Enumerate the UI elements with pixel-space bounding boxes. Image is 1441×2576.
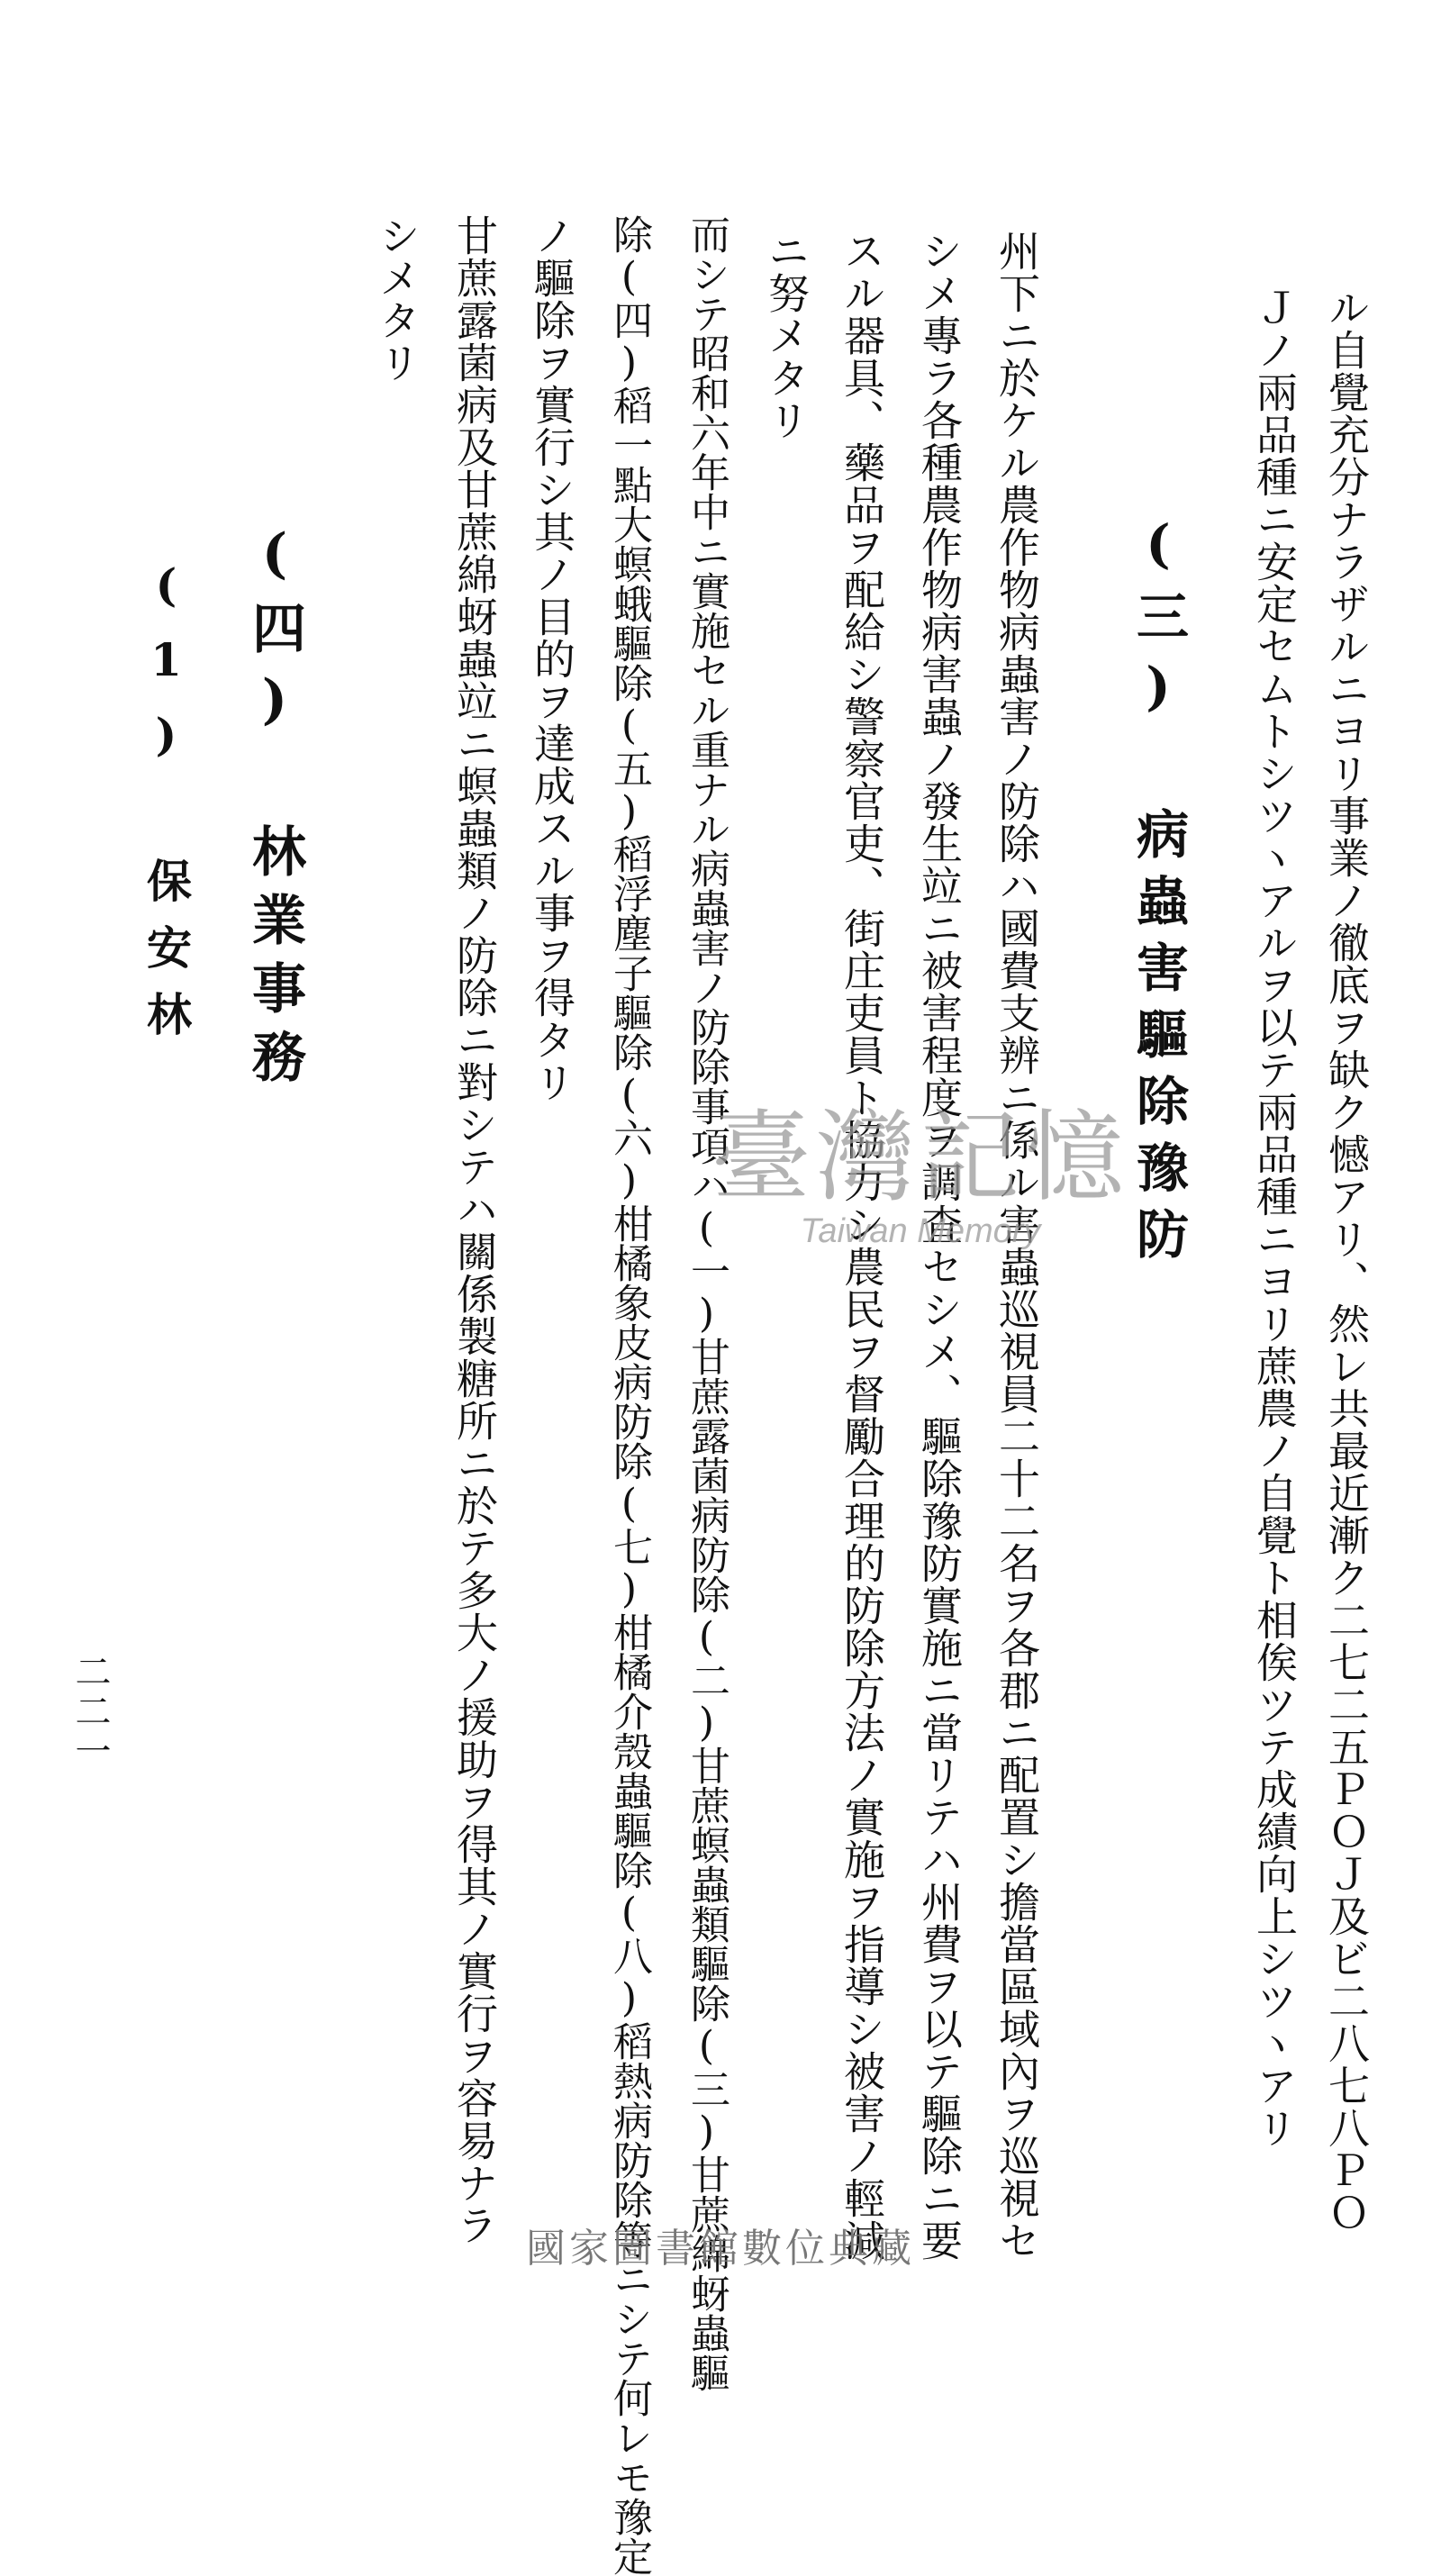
- footer-caption: 國家圖書館數位典藏: [526, 2226, 915, 2272]
- section-three-column-8: 甘蔗露菌病及甘蔗綿蚜蟲竝ニ螟蟲類ノ防除ニ對シテハ關係製糖所ニ於テ多大ノ援助ヲ得其ノ實行ヲ容易ナラ: [450, 214, 499, 2246]
- section-three-column-2: シメ專ラ各種農作物病害蟲ノ發生竝ニ被害程度ヲ調査セシメ、驅除豫防實施ニ當リテハ州費ヲ以テ驅除ニ要: [915, 230, 964, 2262]
- page-number: 二二一: [69, 1653, 111, 1772]
- section-three-column-5: 而シテ昭和六年中ニ實施セル重ナル病蟲害ノ防除事項ハ(一)甘蔗露菌病防除(二)甘蔗螟蟲類驅除(三)甘蔗綿蚜蟲驅: [684, 214, 730, 2392]
- watermark-chinese: 臺灣記憶: [711, 1100, 1129, 1215]
- body-column-1: ル自覺充分ナラザルニヨリ事業ノ徹底ヲ缺ク憾アリ、然レ共最近漸ク二七二五ＰＯＪ及ビ二八七八ＰＯ: [1322, 286, 1371, 2234]
- section-three-column-7: ノ驅除ヲ實行シ其ノ目的ヲ達成スル事ヲ得タリ: [528, 214, 576, 1103]
- watermark: [711, 1100, 1129, 1251]
- section-three-column-3: スル器具、藥品ヲ配給シ警察官吏、街庄吏員ト協力シ農民ヲ督勵合理的防除方法ノ實施ヲ指導シ被害ノ輕減: [838, 230, 886, 2262]
- section-three-column-4: ニ努メタリ: [762, 230, 811, 441]
- section-three-column-6: 除(四)稻一點大螟蛾驅除(五)稻浮塵子驅除(六)柑橘象皮病防除(七)柑橘介殼蟲驅除(八)稻熱病防除等ニシテ何レモ豫定: [606, 214, 652, 2576]
- section-four-heading: (四) 林業事務: [243, 522, 306, 1097]
- watermark-english: Taiwan Memory: [800, 1212, 1041, 1250]
- section-three-column-9: シメタリ: [373, 214, 421, 384]
- body-column-2: Ｊノ兩品種ニ安定セムトシツヽアルヲ以テ兩品種ニヨリ蔗農ノ自覺ト相俟ツテ成績向上シツヽアリ: [1250, 286, 1299, 2149]
- section-three-heading: (三) 病蟲害驅除豫防: [1128, 513, 1189, 1274]
- section-four-subheading: (1) 保安林: [140, 558, 193, 1057]
- section-three-column-1: 州下ニ於ケル農作物病蟲害ノ防除ハ國費支辨ニ係ル害蟲巡視員二十二名ヲ各郡ニ配置シ擔當區域內ヲ巡視セ: [992, 230, 1041, 2262]
